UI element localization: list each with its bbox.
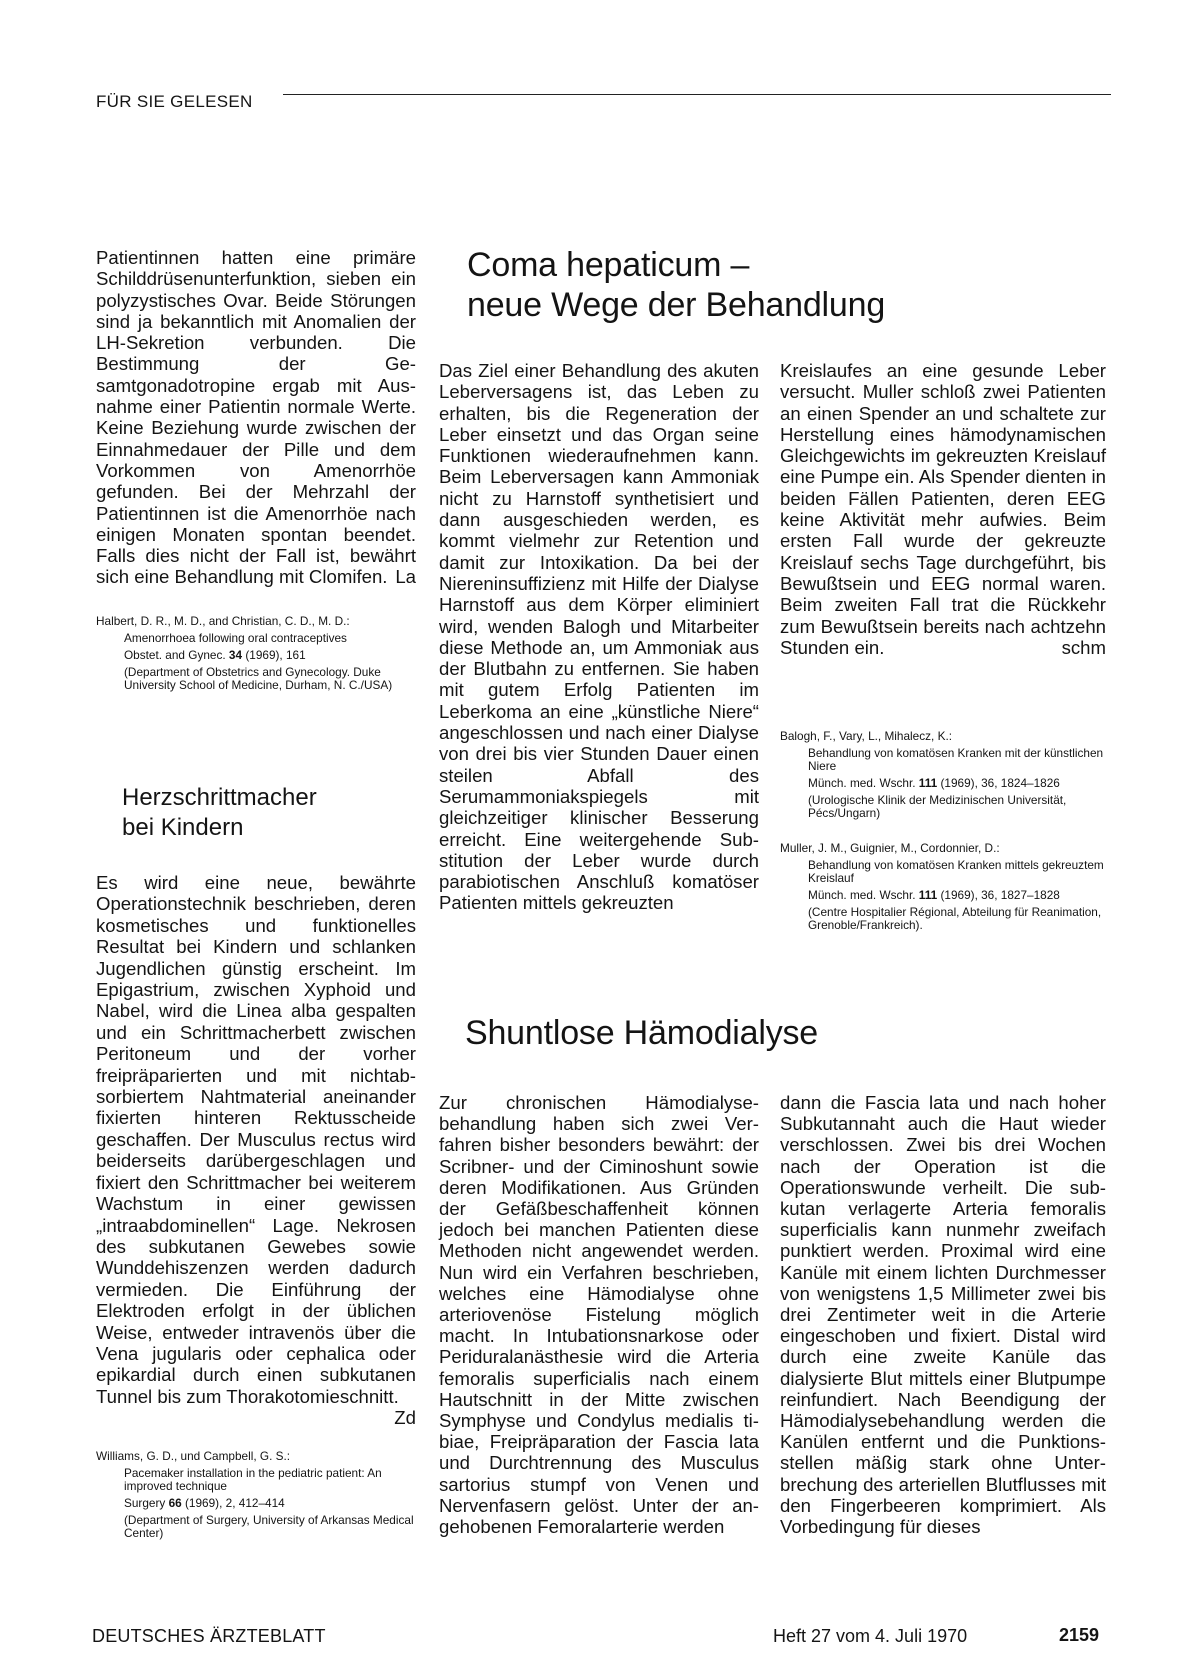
reference-journal <box>808 777 1106 790</box>
article-title-herzschrittmacher <box>122 783 422 843</box>
shunt-column-1 <box>439 1092 759 1537</box>
coma-column-2 <box>780 360 1106 658</box>
journal-pages: (1969), 2, 412–414 <box>185 1496 285 1510</box>
shunt-text-1: Zur chronischen Hämodialysebehandlung haben sich zwei Verfahren bisher besonders bewährt: der Scribner- und der Ciminoshunt sowie deren Modifikationen. Aus Gründen der Gefäßbeschaffenheit können jedoch bei manchen Patienten diese Methoden nicht angewendet werden. Nun wird ein Verfahren beschrieben, welches eine Hämodialyse ohne arteriovenöse Fistelung möglich macht. In Intubationsnarkose oder Periduralanästhesie wird die Arteria femoralis superficialis nach einem Hautschnitt in der Mitte zwischen Symphyse und Condylus medialis tibiae, Freipräparation der Fascia lata und Durchtrennung des Musculus sartorius stumpf von Venen und Nervenfasern gelöst. Unter der angehobenen Femoralarterie werden <box>439 1092 759 1538</box>
article-title-coma-hepaticum <box>467 245 1107 325</box>
signature-zd: Zd <box>394 1407 416 1429</box>
page-number: 2159 <box>1059 1625 1100 1645</box>
herzschrittmacher-text: Es wird eine neue, bewährte Operationstechnik beschrieben, deren kosmetisches und funktionelles Resultat bei Kindern und schlanken Jugendlichen günstig erscheint. Im Epigastrium, zwischen Xyphoid und Nabel, wird die Linea alba gespalten und ein Schrittmacherbett zwischen Peritoneum und der vorher freipräparierten und mit nichtabsorbiertem Nahtmaterial aneinander fixierten hinteren Rektusscheide geschaffen. Der Musculus rectus wird beiderseits darübergeschlagen und fixiert den Schrittmacher bei weiterem Wachstum in einer gewissen „intraabdominellen“ Lage. Nekrosen des subkutanen Gewebes sowie Wunddehiszenzen werden dadurch vermieden. Die Einführung der Elektroden erfolgt in der üblichen Weise, entweder intravenös über die Vena jugularis oder cephalica oder epikardial durch einen subkutanen Tunnel bis zum Thorakotomieschnitt. <box>96 872 416 1407</box>
coma-text-1: Das Ziel einer Behandlung des akuten Leberversagens ist, das Leben zu erhalten, bis die Regeneration der Leber einsetzt und das Organ seine Funktionen wiederaufnehmen kann. Beim Leberversagen kann Ammoniak nicht zu Harnstoff synthetisiert und dann ausgeschieden werden, es kommt vielmehr zur Retention und damit zur Intoxikation. Da bei der Niereninsuffizienz mit Hilfe der Dialyse Harnstoff aus dem Körper eliminiert wird, wenden Balogh und Mitarbeiter diese Methode an, um Ammoniak aus der Blutbahn zu entfernen. Sie haben mit gutem Erfolg Patienten im Leberkoma an eine „künstliche Niere“ angeschlossen und nach einer Dialyse von drei bis vier Stunden Dauer einen steilen Abfall des Serumammoniakspiegels mit gleichzeitiger klinischer Besserung erreicht. Eine weitergehende Substitution der Leber wurde durch parabiotischen Anschluß komatöser Patienten mittels gekreuzten <box>439 360 759 914</box>
reference-title: Behandlung von komatösen Kranken mit der künstlichen Niere <box>808 746 1104 773</box>
shunt-text-2: dann die Fascia lata und nach hoher Subkutannaht auch die Haut wieder verschlossen. Zwei bis drei Wochen nach der Operation ist die Operationswunde verheilt. Die subkutan verlagerte Arteria femoralis superficialis kann nunmehr zweifach punktiert werden. Proximal wird eine Kanüle mit einem lichten Durchmesser von wenigstens 1,5 Millimeter zwei bis drei Zentimeter weit in die Arterie eingeschoben und fixiert. Distal wird durch eine zweite Kanüle das dialysierte Blut mittels einer Blutpumpe reinfundiert. Nach Beendigung der Hämodialysebehandlung werden die Kanülen entfernt und die Punktionsstellen mäßig stark ohne Unterbrechung des arteriellen Blutflusses mit den Fingerbeeren komprimiert. Als Vorbedingung für dieses <box>780 1092 1106 1538</box>
reference-balogh <box>780 730 1106 820</box>
reference-institution: (Department of Obstetrics and Gynecology. Duke University School of Medicine, Durham, N. C./USA) <box>124 665 393 692</box>
reference-authors: Williams, G. D., und Campbell, G. S.: <box>96 1449 291 1463</box>
journal-name: Münch. med. Wschr. <box>808 776 916 790</box>
reference-institution: (Centre Hospitalier Régional, Abteilung für Reanimation, Grenoble/Frankreich). <box>808 905 1102 932</box>
issue-date: Heft 27 vom 4. Juli 1970 <box>773 1626 968 1646</box>
journal-name: Obstet. and Gynec. <box>124 648 226 662</box>
article-title-shuntlose-haemodialyse <box>465 1013 1105 1053</box>
journal-name: Münch. med. Wschr. <box>808 888 916 902</box>
reference-williams <box>96 1450 416 1540</box>
section-label: FÜR SIE GELESEN <box>96 92 253 111</box>
reference-halbert <box>96 615 416 692</box>
reference-muller <box>780 842 1106 932</box>
journal-volume: 111 <box>918 776 938 790</box>
journal-volume: 111 <box>918 888 938 902</box>
reference-journal <box>124 649 416 662</box>
title-line-2: bei Kindern <box>122 814 244 841</box>
continued-text: Patientinnen hatten eine primäre Schilddrüsenunterfunktion, sieben ein polyzystisches Ovar. Beide Störungen sind ja bekanntlich mit Anomalien der LH-Sekretion verbunden. Die Bestimmung der Gesamtgonadotropine ergab mit Ausnahme einer Patientin normale Werte. Keine Beziehung wurde zwischen der Einnahmedauer der Pille und dem Vorkommen von Amenorrhöe gefunden. Bei der Mehrzahl der Patientinnen ist die Amenorrhöe nach einigen Monaten spontan beendet. Falls dies nicht der Fall ist, bewährt sich eine Behandlung mit Clomifen. <box>96 247 416 588</box>
reference-journal <box>808 889 1106 902</box>
signature-schm: schm <box>1061 636 1106 658</box>
title-line-2: neue Wege der Behandlung <box>467 286 886 324</box>
reference-title: Behandlung von komatösen Kranken mittels gekreuztem Kreislauf <box>808 858 1104 885</box>
reference-journal <box>124 1497 416 1510</box>
journal-pages: (1969), 161 <box>245 648 306 662</box>
journal-pages: (1969), 36, 1824–1826 <box>940 776 1060 790</box>
herzschrittmacher-body <box>96 872 416 1429</box>
shunt-column-2 <box>780 1092 1106 1537</box>
reference-institution: (Department of Surgery, University of Arkansas Medical Center) <box>124 1513 414 1540</box>
header-rule <box>283 94 1111 95</box>
reference-title: Pacemaker installation in the pediatric patient: An improved technique <box>124 1466 382 1493</box>
journal-pages: (1969), 36, 1827–1828 <box>940 888 1060 902</box>
reference-authors: Balogh, F., Vary, L., Mihalecz, K.: <box>780 729 952 743</box>
left-column <box>96 247 416 588</box>
coma-column-1 <box>439 360 759 914</box>
journal-name-footer: DEUTSCHES ÄRZTEBLATT <box>92 1626 326 1646</box>
continued-article-text <box>96 247 416 588</box>
journal-name: Surgery <box>124 1496 166 1510</box>
journal-volume: 34 <box>228 648 243 662</box>
title-line-1: Herzschrittmacher <box>122 784 317 811</box>
title-line-1: Coma hepaticum – <box>467 246 750 284</box>
reference-title: Amenorrhoea following oral contraceptives <box>124 631 347 645</box>
reference-institution: (Urologische Klinik der Medizinischen Universität, Pécs/Ungarn) <box>808 793 1067 820</box>
journal-volume: 66 <box>168 1496 182 1510</box>
title-text: Shuntlose Hämodialyse <box>465 1014 818 1052</box>
reference-authors: Halbert, D. R., M. D., and Christian, C. D., M. D.: <box>96 614 350 628</box>
coma-text-2: Kreislaufes an eine gesunde Leber versucht. Muller schloß zwei Patienten an einen Spender an und schaltete zur Herstellung eines hämodynamischen Gleichgewichts im gekreuzten Kreislauf eine Pumpe ein. Als Spender dienten in beiden Fällen Patienten, deren EEG keine Aktivität mehr aufwies. Beim ersten Fall wurde der gekreuzte Kreislauf sechs Tage durchgeführt, bis Bewußtsein und EEG normal waren. Beim zweiten Fall trat die Rückkehr zum Bewußtsein bereits nach achtzehn Stunden ein. <box>780 360 1106 658</box>
signature-la: La <box>395 566 416 588</box>
reference-authors: Muller, J. M., Guignier, M., Cordonnier, D.: <box>780 841 1000 855</box>
